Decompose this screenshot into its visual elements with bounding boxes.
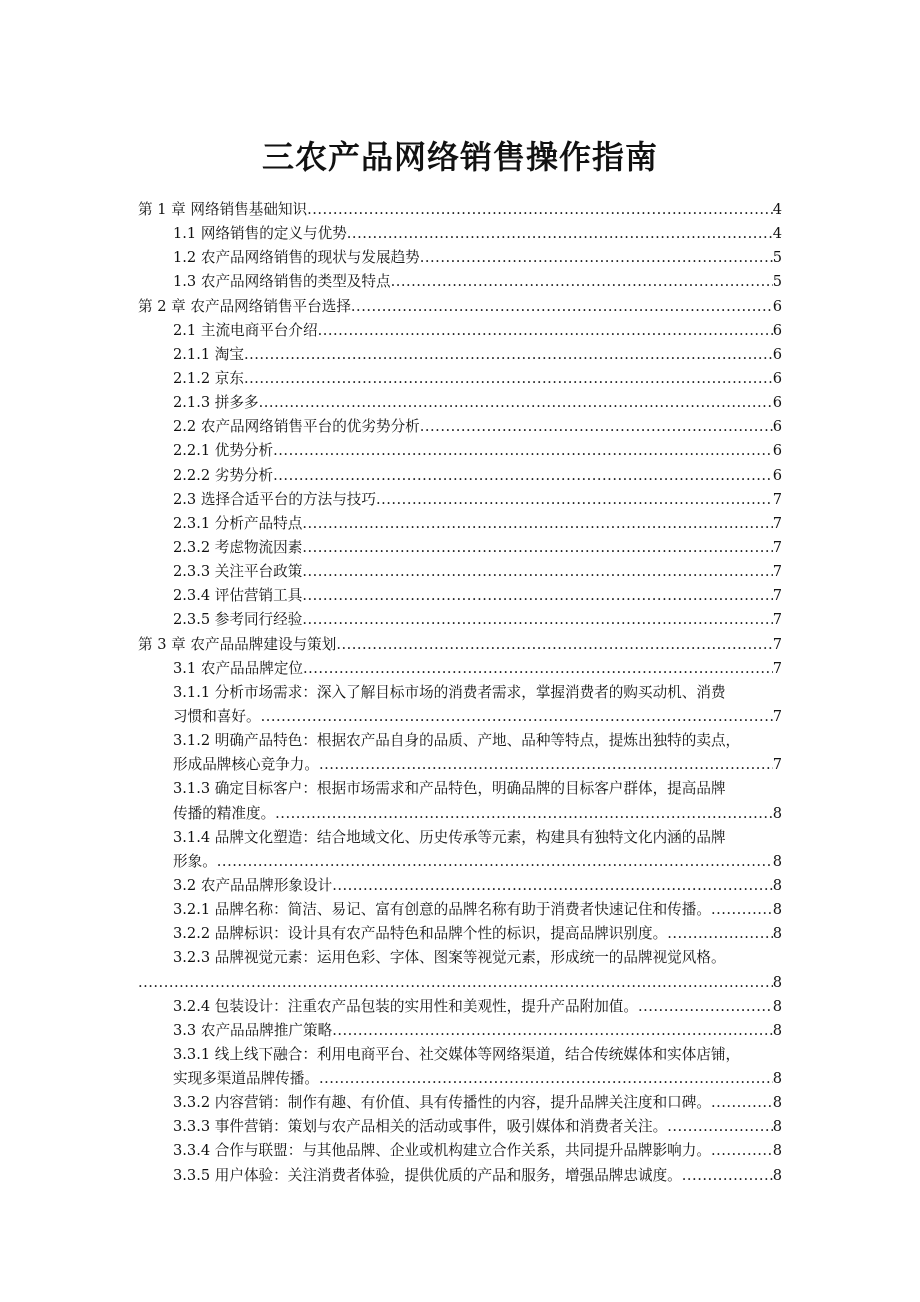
toc-entry-title: 3.1.3 确定目标客户：根据市场需求和产品特色，明确品牌的目标客户群体，提高品牌: [173, 780, 726, 798]
dot-leader: [711, 898, 773, 922]
toc-entry[interactable]: [138, 343, 782, 367]
toc-entry[interactable]: [138, 633, 782, 657]
toc-entry-line: [138, 512, 782, 536]
dot-leader: [273, 439, 773, 463]
toc-entry[interactable]: [138, 1139, 782, 1163]
dot-leader: [711, 1091, 773, 1115]
toc-page-number: 8: [772, 1118, 782, 1136]
toc-page-number: 6: [772, 345, 782, 363]
toc-entry-line: [138, 1164, 782, 1188]
dot-leader: [318, 319, 773, 343]
dot-leader: [259, 391, 773, 415]
toc-entry-line: [138, 850, 782, 874]
toc-entry-title: 3.3.5 用户体验：关注消费者体验，提供优质的产品和服务，增强品牌忠诚度。: [173, 1166, 682, 1184]
toc-entry[interactable]: [138, 270, 782, 294]
toc-entry-title: 2.1.3 拼多多: [173, 394, 259, 412]
dot-leader: [667, 922, 773, 946]
toc-entry[interactable]: [138, 608, 782, 632]
toc-entry-title: 2.2.1 优势分析: [173, 442, 274, 460]
toc-entry-line: [138, 415, 782, 439]
toc-entry[interactable]: [138, 995, 782, 1019]
toc-entry[interactable]: [138, 295, 782, 319]
toc-entry[interactable]: [138, 826, 782, 874]
toc-page-number: 8: [772, 1166, 782, 1184]
dot-leader: [391, 270, 773, 294]
toc-entry-title: 3.1 农产品品牌定位: [173, 659, 304, 677]
dot-leader: [667, 1115, 773, 1139]
dot-leader: [303, 657, 773, 681]
toc-entry[interactable]: [138, 464, 782, 488]
toc-entry-line: [138, 826, 782, 850]
toc-entry-line: [138, 777, 782, 801]
toc-entry-title: 1.2 农产品网络销售的现状与发展趋势: [173, 249, 420, 267]
toc-entry-line: [138, 270, 782, 294]
toc-entry-line: [138, 222, 782, 246]
toc-entry-title: 习惯和喜好。: [173, 707, 261, 725]
toc-page-number: 8: [772, 804, 782, 822]
toc-page-number: 8: [772, 1142, 782, 1160]
dot-leader: [332, 874, 773, 898]
toc-entry-title: 2.2 农产品网络销售平台的优劣势分析: [173, 418, 420, 436]
dot-leader: [319, 753, 773, 777]
toc-entry[interactable]: [138, 367, 782, 391]
toc-page-number: 7: [772, 587, 782, 605]
toc-entry-line: [138, 1139, 782, 1163]
toc-entry[interactable]: [138, 512, 782, 536]
dot-leader: [273, 464, 773, 488]
toc-page-number: 7: [772, 756, 782, 774]
toc-entry-title: 3.3.3 事件营销：策划与农产品相关的活动或事件，吸引媒体和消费者关注。: [173, 1118, 668, 1136]
dot-leader: [347, 222, 773, 246]
toc-page-number: 6: [772, 321, 782, 339]
toc-entry-title: 2.1.1 淘宝: [173, 345, 244, 363]
toc-entry-line: [138, 753, 782, 777]
toc-entry-title: 2.3.1 分析产品特点: [173, 514, 303, 532]
toc-entry-line: [138, 343, 782, 367]
toc-page-number: 7: [772, 707, 782, 725]
toc-entry[interactable]: [138, 536, 782, 560]
toc-entry-title: 3.2.2 品牌标识：设计具有农产品特色和品牌个性的标识，提高品牌识别度。: [173, 925, 668, 943]
dot-leader: [302, 608, 772, 632]
toc-page-number: 6: [772, 466, 782, 484]
dot-leader: [244, 343, 773, 367]
toc-page-number: 6: [772, 297, 782, 315]
toc-page-number: 8: [772, 852, 782, 870]
toc-entry-title: 3.2.1 品牌名称：简洁、易记、富有创意的品牌名称有助于消费者快速记住和传播。: [173, 901, 711, 919]
toc-entry[interactable]: [138, 922, 782, 946]
toc-entry-line: [138, 464, 782, 488]
dot-leader: [302, 560, 772, 584]
toc-page-number: 4: [772, 201, 782, 218]
toc-entry-title: 2.3.4 评估营销工具: [173, 587, 303, 605]
toc-page-number: 8: [772, 1021, 782, 1039]
toc-page-number: 7: [772, 659, 782, 677]
toc-page-number: 5: [772, 249, 782, 267]
toc-entry[interactable]: [138, 1164, 782, 1188]
dot-leader: [217, 850, 773, 874]
toc-entry-line: [138, 681, 782, 705]
toc-entry-line: [138, 391, 782, 415]
toc-page-number: 7: [772, 563, 782, 581]
toc-entry-title: 2.1 主流电商平台介绍: [173, 321, 318, 339]
toc-entry[interactable]: [138, 1019, 782, 1043]
toc-entry[interactable]: [138, 777, 782, 825]
toc-page-number: 7: [772, 635, 782, 653]
toc-entry[interactable]: [138, 488, 782, 512]
toc-entry-line: [138, 633, 782, 657]
toc-entry[interactable]: [138, 729, 782, 777]
dot-leader: [302, 512, 772, 536]
toc-entry-title: 形成品牌核心竞争力。: [173, 756, 319, 774]
toc-entry[interactable]: [138, 391, 782, 415]
toc-entry[interactable]: [138, 584, 782, 608]
toc-entry[interactable]: [138, 657, 782, 681]
toc-entry-line: [138, 971, 782, 995]
toc-entry-title: 第 3 章 农产品品牌建设与策划: [138, 635, 337, 653]
table-of-contents: [138, 198, 782, 1188]
toc-entry-title: 2.3 选择合适平台的方法与技巧: [173, 490, 376, 508]
dot-leader: [261, 705, 773, 729]
toc-entry-title: 1.3 农产品网络销售的类型及特点: [173, 273, 391, 291]
toc-entry-title: 3.3.1 线上线下融合：利用电商平台、社交媒体等网络渠道，结合传统媒体和实体店铺，: [173, 1045, 741, 1063]
toc-entry-line: [138, 319, 782, 343]
toc-entry[interactable]: [138, 1043, 782, 1091]
toc-entry-line: [138, 1091, 782, 1115]
toc-entry[interactable]: [138, 415, 782, 439]
toc-page-number: 6: [772, 442, 782, 460]
toc-entry-title: 3.3 农产品品牌推广策略: [173, 1021, 333, 1039]
toc-entry-line: [138, 922, 782, 946]
toc-entry-line: [138, 995, 782, 1019]
dot-leader: [332, 1019, 773, 1043]
toc-page-number: 7: [772, 538, 782, 556]
toc-entry-title: 形象。: [173, 852, 217, 870]
toc-entry[interactable]: [138, 246, 782, 270]
toc-page-number: 7: [772, 611, 782, 629]
toc-entry-line: [138, 295, 782, 319]
toc-entry[interactable]: [138, 198, 782, 222]
toc-entry-line: [138, 729, 782, 753]
toc-page-number: 8: [772, 925, 782, 943]
dot-leader: [138, 971, 773, 995]
dot-leader: [302, 536, 772, 560]
toc-entry[interactable]: [138, 681, 782, 729]
toc-entry[interactable]: [138, 874, 782, 898]
toc-entry[interactable]: [138, 898, 782, 922]
toc-entry-title: 第 2 章 农产品网络销售平台选择: [138, 297, 351, 315]
toc-entry-title: 1.1 网络销售的定义与优势: [173, 225, 347, 243]
toc-entry-line: [138, 584, 782, 608]
toc-entry-title: 3.2 农产品品牌形象设计: [173, 876, 333, 894]
toc-entry-title: 3.2.3 品牌视觉元素：运用色彩、字体、图案等视觉元素，形成统一的品牌视觉风格。: [173, 949, 726, 967]
toc-entry-line: [138, 802, 782, 826]
toc-entry-line: [138, 946, 782, 970]
toc-entry-line: [138, 898, 782, 922]
toc-page-number: 8: [772, 876, 782, 894]
toc-entry-line: [138, 657, 782, 681]
dot-leader: [244, 367, 773, 391]
dot-leader: [302, 584, 772, 608]
toc-entry-line: [138, 560, 782, 584]
toc-page-number: 8: [772, 901, 782, 919]
dot-leader: [376, 488, 773, 512]
toc-page-number: 7: [772, 514, 782, 532]
toc-entry-title: 2.3.5 参考同行经验: [173, 611, 303, 629]
toc-page-number: 7: [772, 490, 782, 508]
toc-entry[interactable]: [138, 560, 782, 584]
dot-leader: [319, 1067, 773, 1091]
toc-entry[interactable]: [138, 222, 782, 246]
toc-entry-line: [138, 367, 782, 391]
toc-page-number: 8: [772, 973, 782, 991]
toc-entry-title: 2.3.3 关注平台政策: [173, 563, 303, 581]
toc-entry-line: [138, 439, 782, 463]
toc-entry-title: 3.3.4 合作与联盟：与其他品牌、企业或机构建立合作关系，共同提升品牌影响力。: [173, 1142, 711, 1160]
toc-entry-line: [138, 705, 782, 729]
toc-entry[interactable]: [138, 1091, 782, 1115]
toc-entry-line: [138, 488, 782, 512]
toc-page-number: 8: [772, 997, 782, 1015]
toc-entry-line: [138, 874, 782, 898]
dot-leader: [275, 802, 773, 826]
toc-entry-title: 2.1.2 京东: [173, 369, 244, 387]
toc-entry-line: [138, 1043, 782, 1067]
toc-entry-title: 3.3.2 内容营销：制作有趣、有价值、具有传播性的内容，提升品牌关注度和口碑。: [173, 1094, 711, 1112]
toc-page-number: 6: [772, 418, 782, 436]
toc-entry-line: [138, 1115, 782, 1139]
dot-leader: [351, 295, 773, 319]
toc-page-number: 6: [772, 369, 782, 387]
toc-entry-title: 3.1.2 明确产品特色：根据农产品自身的品质、产地、品种等特点，提炼出独特的卖点，: [173, 732, 741, 750]
toc-page-number: 8: [772, 1070, 782, 1088]
toc-entry[interactable]: [138, 319, 782, 343]
toc-entry-title: 2.3.2 考虑物流因素: [173, 538, 303, 556]
toc-entry[interactable]: [138, 439, 782, 463]
toc-entry[interactable]: [138, 1115, 782, 1139]
toc-entry-title: 3.1.1 分析市场需求：深入了解目标市场的消费者需求，掌握消费者的购买动机、消费: [173, 683, 726, 701]
toc-entry-line: [138, 536, 782, 560]
toc-entry-title: 3.1.4 品牌文化塑造：结合地域文化、历史传承等元素，构建具有独特文化内涵的品牌: [173, 828, 726, 846]
dot-leader: [682, 1164, 773, 1188]
dot-leader: [336, 633, 772, 657]
toc-page-number: 4: [772, 225, 782, 243]
toc-entry[interactable]: [138, 946, 782, 994]
toc-entry-line: [138, 608, 782, 632]
toc-entry-line: [138, 1019, 782, 1043]
toc-entry-title: 2.2.2 劣势分析: [173, 466, 274, 484]
dot-leader: [711, 1139, 773, 1163]
toc-entry-title: 3.2.4 包装设计：注重农产品包装的实用性和美观性，提升产品附加值。: [173, 997, 638, 1015]
toc-entry-title: 第 1 章 网络销售基础知识: [138, 201, 308, 218]
dot-leader: [420, 415, 773, 439]
toc-entry-title: 传播的精准度。: [173, 804, 276, 822]
dot-leader: [307, 198, 773, 222]
dot-leader: [638, 995, 773, 1019]
toc-entry-title: 实现多渠道品牌传播。: [173, 1070, 319, 1088]
toc-page-number: 5: [772, 273, 782, 291]
toc-entry-line: [138, 1067, 782, 1091]
document-title: 三农产品网络销售操作指南: [261, 138, 658, 176]
toc-entry-line: [138, 246, 782, 270]
toc-entry-line: [138, 198, 782, 222]
dot-leader: [420, 246, 773, 270]
toc-page-number: 6: [772, 394, 782, 412]
toc-page-number: 8: [772, 1094, 782, 1112]
